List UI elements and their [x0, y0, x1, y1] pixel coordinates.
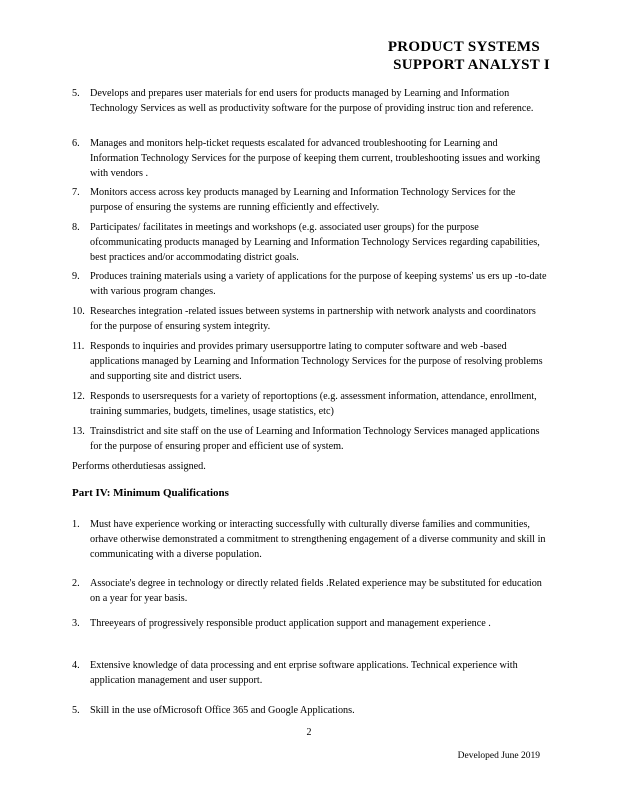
- other-duties-text: Performs otherdutiesas assigned.: [72, 461, 206, 472]
- list-item: 9. Produces training materials using a variety of applications for the purpose of keeping systems' us ers up -to-date with various program changes.: [72, 271, 547, 297]
- page-number: 2: [306, 727, 312, 738]
- footer-date: Developed June 2019: [457, 751, 540, 761]
- list-item: 11. Responds to inquiries and provides primary usersupportre lating to computer software and web -based applications managed by Learning and Information Technology Services for the purpose of resolving problems and supporting site and district users.: [72, 341, 543, 382]
- list-item: 4. Extensive knowledge of data processing and ent erprise software applications. Technical experience with application management and user support.: [72, 660, 518, 686]
- list-item: 6. Manages and monitors help-ticket requests escalated for advanced troubleshooting for Learning and Information Technology Services for the purpose of keeping them current, troubleshooting issues and working with vendors .: [72, 138, 541, 179]
- list-item: 12. Responds to usersrequests for a variety of reportoptions (e.g. assessment information, attendance, enrollment, training summaries, budgets, timelines, usage statistics, etc): [72, 391, 537, 417]
- list-item: 5. Skill in the use ofMicrosoft Office 365 and Google Applications.: [72, 705, 355, 716]
- title-line-2: SUPPORT ANALYST I: [393, 57, 550, 73]
- list-item: 1. Must have experience working or interacting successfully with culturally diverse families and communities, orhave otherwise demonstrated a commitment to strengthening engagement of a diverse community and skill in communicating with a diverse population.: [72, 519, 546, 560]
- list-item: 8. Participates/ facilitates in meetings and workshops (e.g. associated user groups) for the purpose ofcommunicating products managed by Learning and Information Technology Services regarding capabilities, best practices and/or accommodating district goals.: [72, 222, 540, 263]
- document-title: [387, 38, 550, 74]
- list-item: 10. Researches integration -related issues between systems in partnership with network analysts and coordinators for the purpose of ensuring system integrity.: [72, 306, 536, 332]
- list-item: 5. Develops and prepares user materials for end users for products managed by Learning and Information Technology Services as well as productivity software for the purpose of providing instruc tion and reference.: [72, 88, 534, 114]
- section-heading: Part IV: Minimum Qualifications: [72, 487, 229, 499]
- list-item: 3. Threeyears of progressively responsible product application support and management experience .: [72, 618, 491, 629]
- list-item: 7. Monitors access across key products managed by Learning and Information Technology Services for the purpose of ensuring the systems are running efficiently and effectively.: [72, 187, 516, 213]
- list-item: 13. Trainsdistrict and site staff on the use of Learning and Information Technology Services managed applications for the purpose of ensuring proper and efficient use of system.: [72, 426, 540, 452]
- list-item: 2. Associate's degree in technology or directly related fields .Related experience may be substituted for education on a year for year basis.: [72, 578, 542, 604]
- title-line-1: PRODUCT SYSTEMS: [387, 39, 540, 55]
